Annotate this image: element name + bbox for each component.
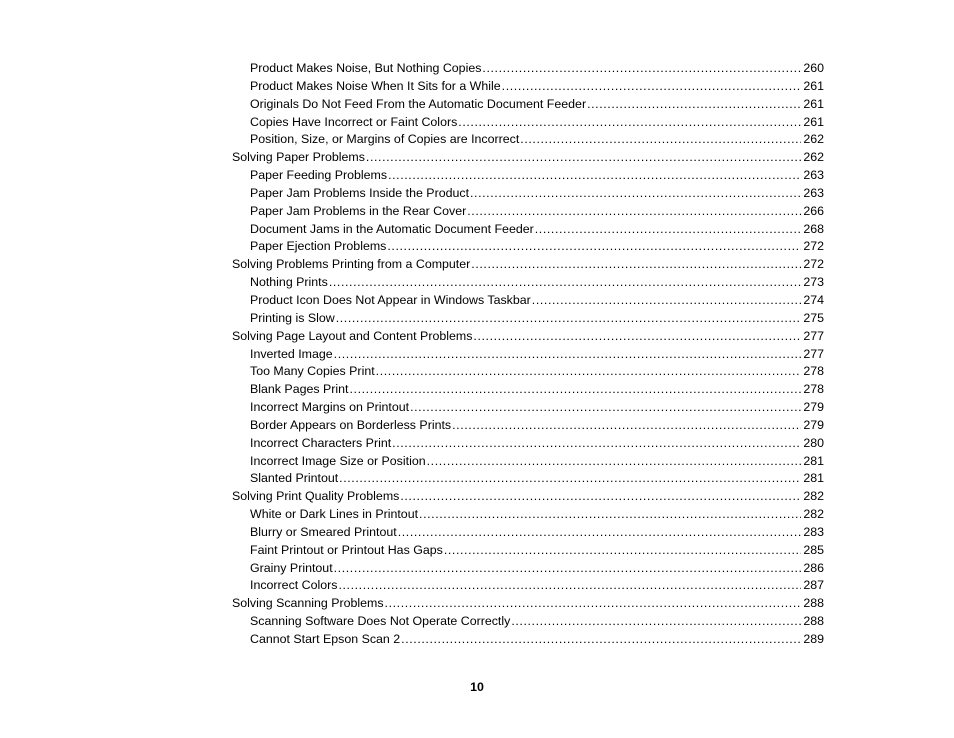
toc-entry[interactable] [232, 399, 824, 417]
toc-entry-page: 273 [803, 275, 824, 290]
dot-leader [587, 96, 801, 114]
toc-entry-title: Incorrect Image Size or Position [250, 453, 426, 468]
toc-entry-title: Document Jams in the Automatic Document Feeder [250, 221, 534, 236]
toc-entry[interactable] [232, 328, 824, 346]
toc-entry-title: Paper Jam Problems in the Rear Cover [250, 203, 467, 218]
toc-entry-page: 278 [803, 364, 824, 379]
toc-entry[interactable] [232, 577, 824, 595]
dot-leader [401, 631, 801, 649]
dot-leader [398, 524, 802, 542]
toc-entry-title: Incorrect Colors [250, 578, 338, 593]
toc-entry-title: Product Makes Noise When It Sits for a While [250, 78, 501, 93]
dot-leader [470, 185, 801, 203]
toc-entry-page: 263 [803, 168, 824, 183]
toc-entry-title: Paper Feeding Problems [250, 168, 388, 183]
toc-entry-page: 285 [803, 542, 824, 557]
toc-entry[interactable] [232, 78, 824, 96]
toc-entry-page: 262 [803, 132, 824, 147]
toc-entry-page: 287 [803, 578, 824, 593]
toc-entry-title: Product Makes Noise, But Nothing Copies [250, 61, 482, 75]
toc-entry[interactable] [232, 524, 824, 542]
toc-entry[interactable] [232, 363, 824, 381]
table-of-contents [232, 60, 824, 649]
dot-leader [482, 60, 801, 78]
dot-leader [387, 238, 801, 256]
dot-leader [467, 203, 801, 221]
toc-entry[interactable] [232, 470, 824, 488]
toc-entry-title: Inverted Image [250, 346, 333, 361]
toc-entry-page: 282 [803, 489, 824, 504]
toc-entry-page: 261 [803, 114, 824, 129]
dot-leader [385, 595, 802, 613]
toc-entry-title: Product Icon Does Not Appear in Windows Taskbar [250, 292, 531, 307]
toc-entry-title: Solving Print Quality Problems [232, 489, 400, 504]
toc-entry-title: Border Appears on Borderless Prints [250, 417, 452, 432]
toc-entry-page: 289 [803, 632, 824, 646]
toc-entry-title: Solving Page Layout and Content Problems [232, 328, 473, 343]
toc-entry-title: Originals Do Not Feed From the Automatic Document Feeder [250, 96, 587, 111]
dot-leader [366, 149, 801, 167]
dot-leader [473, 328, 801, 346]
toc-entry[interactable] [232, 149, 824, 167]
toc-entry-page: 288 [803, 614, 824, 629]
toc-entry-title: Copies Have Incorrect or Faint Colors [250, 114, 458, 129]
dot-leader [520, 131, 801, 149]
toc-entry-title: Faint Printout or Printout Has Gaps [250, 542, 443, 557]
toc-entry-title: Scanning Software Does Not Operate Correctly [250, 614, 511, 629]
toc-entry-page: 262 [803, 150, 824, 165]
toc-entry-title: Solving Paper Problems [232, 150, 365, 165]
toc-entry[interactable] [232, 203, 824, 221]
toc-entry[interactable] [232, 292, 824, 310]
toc-entry[interactable] [232, 131, 824, 149]
toc-entry-title: Grainy Printout [250, 560, 333, 575]
dot-leader [339, 470, 801, 488]
toc-entry[interactable] [232, 542, 824, 560]
toc-entry-page: 280 [803, 435, 824, 450]
dot-leader [376, 363, 802, 381]
toc-entry[interactable] [232, 595, 824, 613]
toc-entry-title: White or Dark Lines in Printout [250, 507, 419, 522]
dot-leader [532, 292, 802, 310]
dot-leader [502, 78, 802, 96]
toc-entry[interactable] [232, 417, 824, 435]
dot-leader [419, 506, 801, 524]
dot-leader [334, 346, 802, 364]
toc-entry[interactable] [232, 613, 824, 631]
toc-entry[interactable] [232, 453, 824, 471]
toc-entry-title: Paper Jam Problems Inside the Product [250, 185, 470, 200]
toc-entry-page: 286 [803, 560, 824, 575]
toc-entry[interactable] [232, 346, 824, 364]
dot-leader [329, 274, 801, 292]
toc-entry-page: 277 [803, 346, 824, 361]
dot-leader [511, 613, 801, 631]
toc-entry-title: Cannot Start Epson Scan 2 [250, 632, 401, 646]
toc-entry-page: 281 [803, 471, 824, 486]
toc-entry[interactable] [232, 631, 824, 649]
toc-entry[interactable] [232, 185, 824, 203]
toc-entry-page: 278 [803, 382, 824, 397]
toc-entry[interactable] [232, 488, 824, 506]
toc-entry-page: 263 [803, 185, 824, 200]
toc-entry[interactable] [232, 435, 824, 453]
toc-entry[interactable] [232, 60, 824, 78]
dot-leader [334, 560, 802, 578]
toc-entry[interactable] [232, 114, 824, 132]
toc-entry-page: 277 [803, 328, 824, 343]
toc-entry[interactable] [232, 167, 824, 185]
toc-entry[interactable] [232, 221, 824, 239]
toc-entry-title: Too Many Copies Print [250, 364, 375, 379]
toc-entry[interactable] [232, 274, 824, 292]
toc-entry-page: 282 [803, 507, 824, 522]
toc-entry-title: Printing is Slow [250, 310, 335, 325]
dot-leader [388, 167, 801, 185]
toc-entry-title: Slanted Printout [250, 471, 339, 486]
page-number: 10 [470, 680, 484, 694]
dot-leader [336, 310, 802, 328]
dot-leader [350, 381, 802, 399]
toc-entry-page: 268 [803, 221, 824, 236]
dot-leader [338, 577, 801, 595]
toc-entry-title: Blurry or Smeared Printout [250, 524, 397, 539]
toc-entry-title: Position, Size, or Margins of Copies are Incorrect [250, 132, 520, 147]
toc-entry[interactable] [232, 506, 824, 524]
toc-entry-page: 279 [803, 400, 824, 415]
dot-leader [458, 114, 801, 132]
toc-entry-title: Blank Pages Print [250, 382, 349, 397]
dot-leader [400, 488, 801, 506]
toc-entry[interactable] [232, 238, 824, 256]
toc-entry-title: Paper Ejection Problems [250, 239, 387, 254]
toc-entry[interactable] [232, 256, 824, 274]
toc-entry-page: 279 [803, 417, 824, 432]
dot-leader [452, 417, 801, 435]
toc-entry-title: Incorrect Margins on Printout [250, 400, 410, 415]
dot-leader [410, 399, 801, 417]
toc-entry-title: Incorrect Characters Print [250, 435, 392, 450]
toc-entry-page: 288 [803, 596, 824, 611]
toc-entry-page: 283 [803, 524, 824, 539]
toc-entry-page: 266 [803, 203, 824, 218]
toc-entry-title: Solving Problems Printing from a Computer [232, 257, 471, 272]
dot-leader [392, 435, 801, 453]
toc-entry-page: 281 [803, 453, 824, 468]
toc-entry-page: 260 [803, 61, 824, 75]
dot-leader [427, 453, 802, 471]
dot-leader [444, 542, 801, 560]
toc-entry[interactable] [232, 96, 824, 114]
toc-entry[interactable] [232, 560, 824, 578]
toc-entry-page: 261 [803, 96, 824, 111]
toc-entry[interactable] [232, 381, 824, 399]
toc-entry-title: Solving Scanning Problems [232, 596, 384, 611]
toc-entry-page: 272 [803, 239, 824, 254]
toc-entry-page: 261 [803, 78, 824, 93]
toc-entry-title: Nothing Prints [250, 275, 328, 290]
toc-entry-page: 274 [803, 292, 824, 307]
toc-entry-page: 272 [803, 257, 824, 272]
toc-entry[interactable] [232, 310, 824, 328]
toc-entry-page: 275 [803, 310, 824, 325]
dot-leader [535, 221, 802, 239]
dot-leader [471, 256, 801, 274]
